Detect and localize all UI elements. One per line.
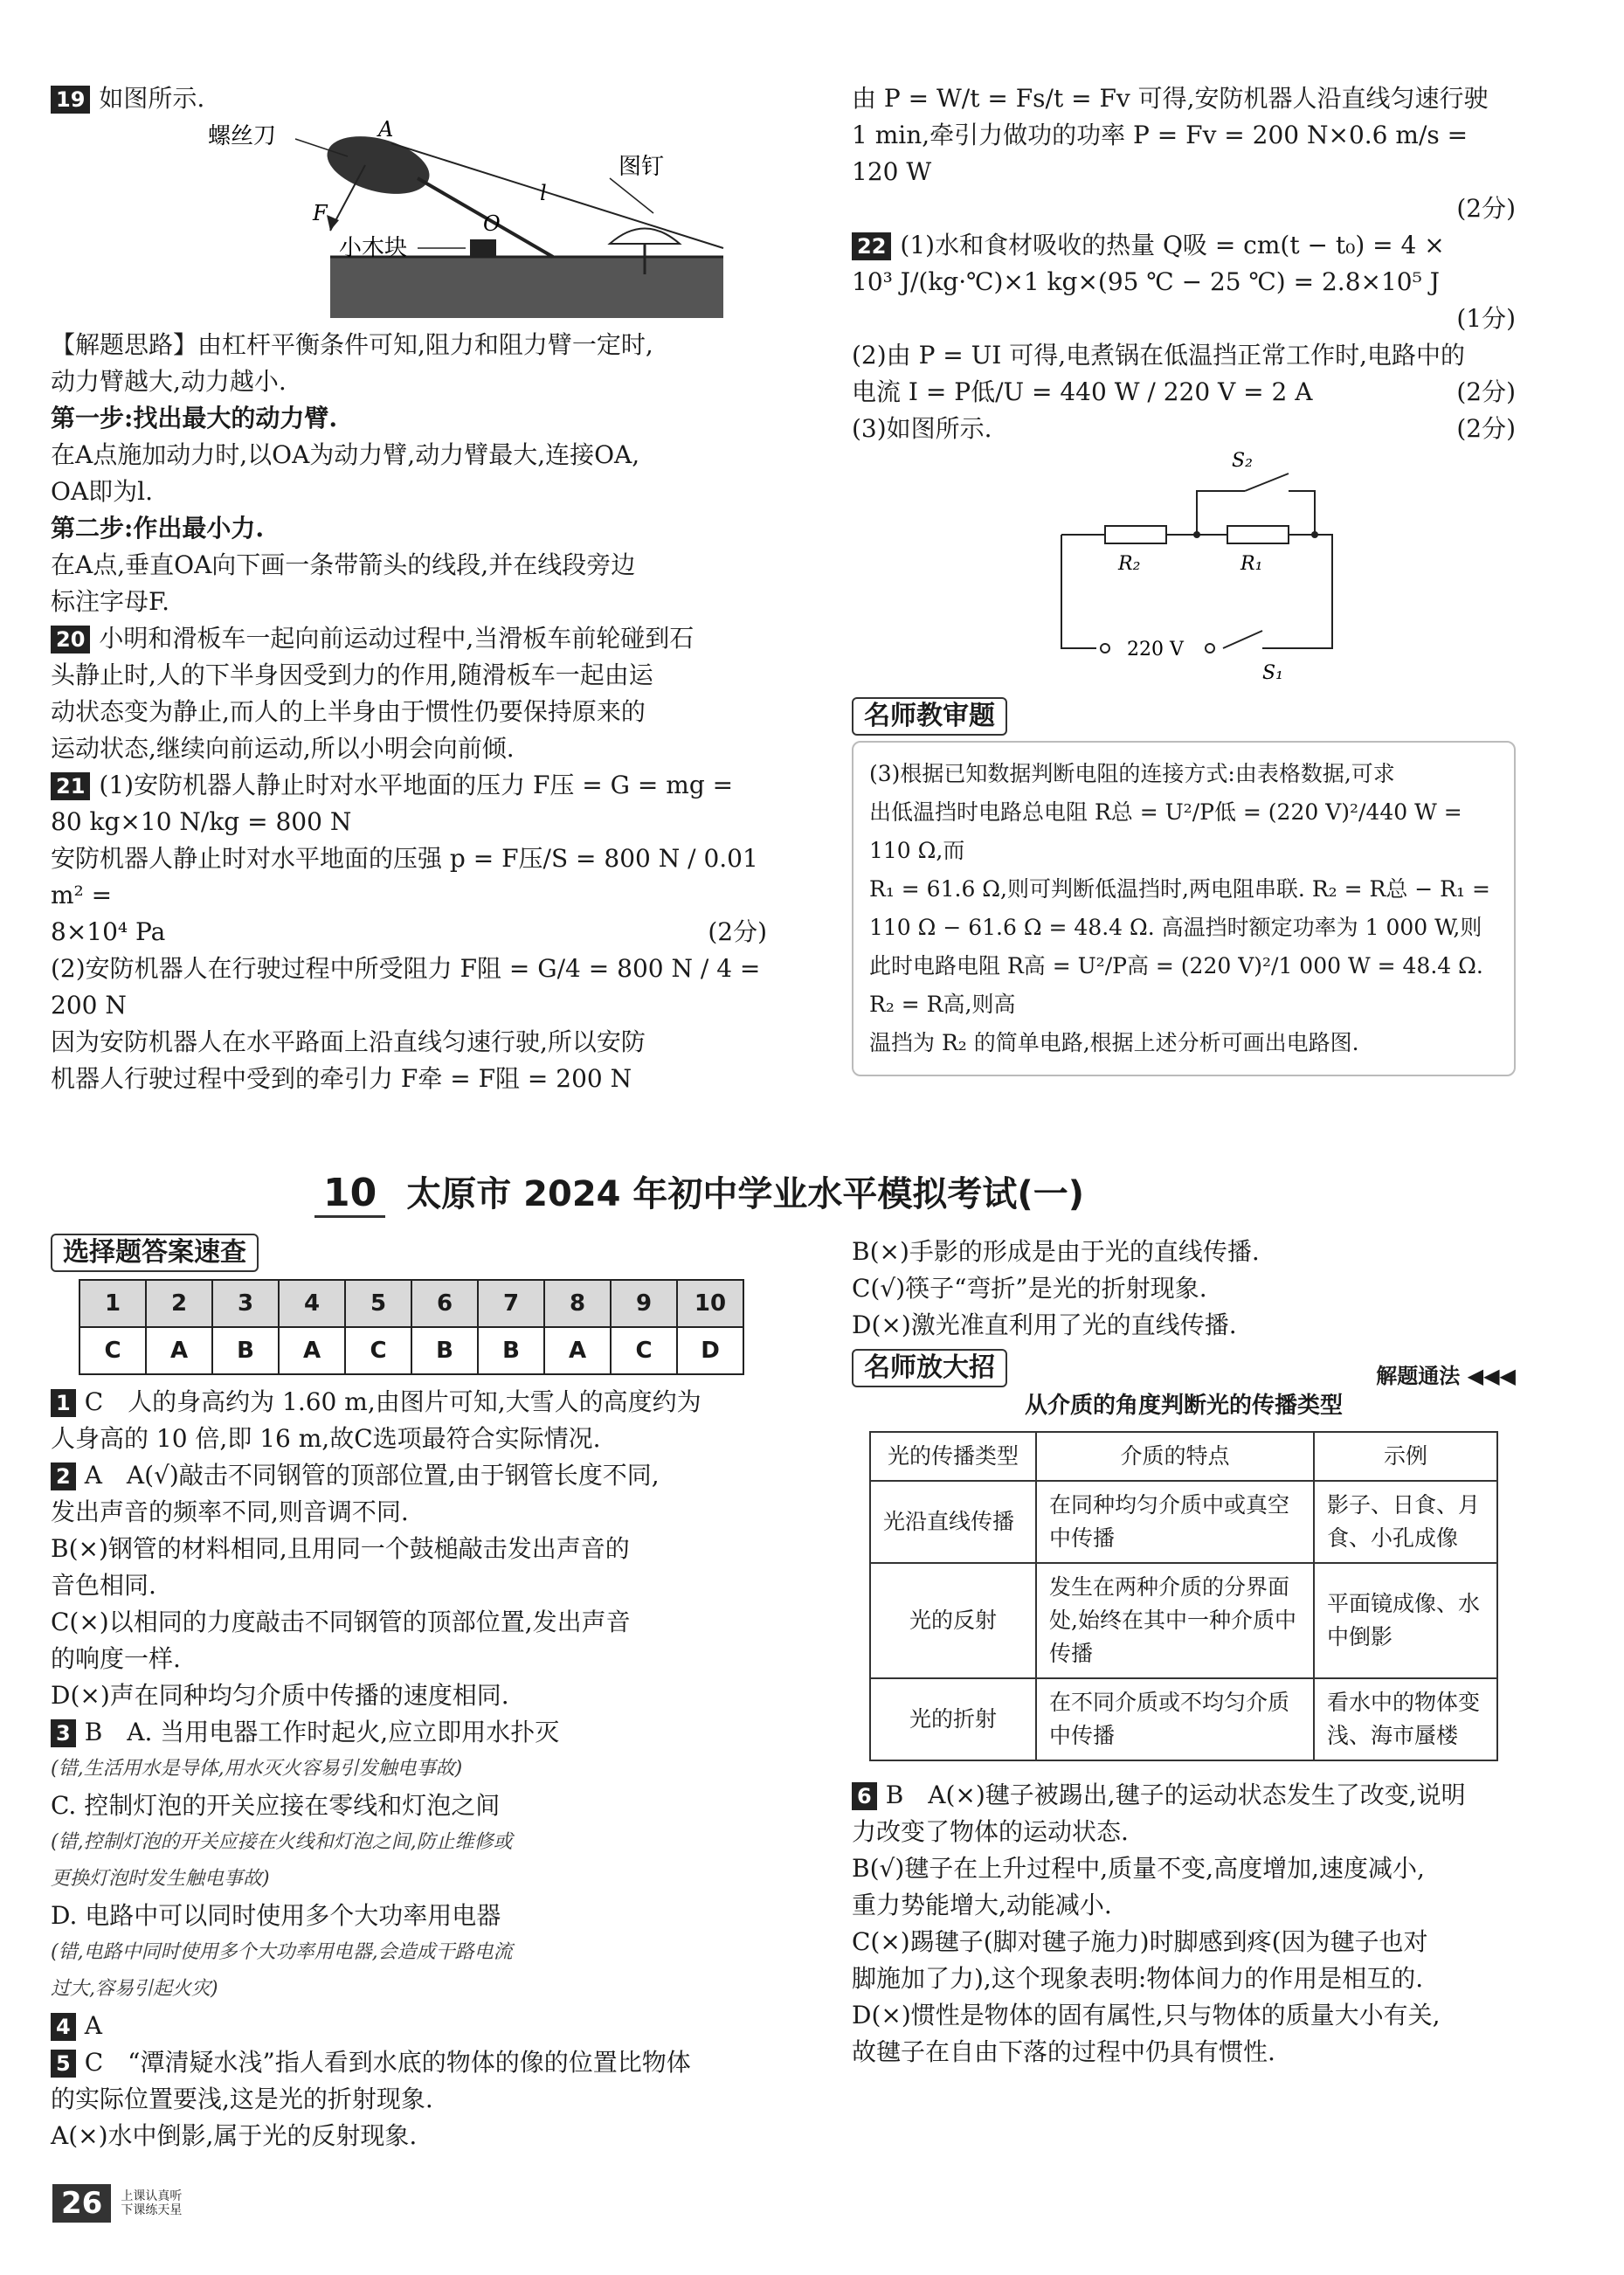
answer-num: 5 (345, 1280, 411, 1327)
table-cell: 平面镜成像、水中倒影 (1314, 1563, 1497, 1678)
answer-num: 10 (677, 1280, 743, 1327)
answer-num: 4 (279, 1280, 345, 1327)
q2-line: 发出声音的频率不同,则音调不同. (51, 1497, 409, 1526)
q2-line: C(×)以相同的力度敲击不同钢管的顶部位置,发出声音 (51, 1608, 631, 1636)
right-column-bottom (852, 1234, 1516, 2071)
wire-left (1061, 535, 1096, 648)
table-cell: 发生在两种介质的分界面处,始终在其中一种介质中传播 (1036, 1563, 1314, 1678)
q1-line: 人身高的 10 倍,即 16 m,故C选项最符合实际情况. (51, 1424, 601, 1453)
table-cell: 在同种均匀介质中或真空中传播 (1036, 1481, 1314, 1563)
label-o: O (483, 211, 501, 236)
question-number: 4 (51, 2013, 76, 2041)
q19-line: 【解题思路】由杠杆平衡条件可知,阻力和阻力臂一定时, (51, 330, 653, 359)
teacher-line: 此时电路电阻 R高 = U²/P高 = (220 V)²/1 000 W = 48.4 Ω. R₂ = R高,则高 (869, 953, 1483, 1017)
q6-line: 脚施加了力),这个现象表明:物体间力的作用是相互的. (852, 1964, 1424, 1993)
q22-line: 10³ J/(kg·℃)×1 kg×(95 ℃ − 25 ℃) = 2.8×10⁵ J (852, 267, 1440, 296)
question-number: 5 (51, 2050, 76, 2078)
score: (2分) (708, 917, 767, 946)
q3-line: D. 电路中可以同时使用多个大功率用电器 (51, 1901, 501, 1930)
table-cell: 影子、日食、月食、小孔成像 (1314, 1481, 1497, 1563)
q5-line: C “潭清疑水浅”指人看到水底的物体的像的位置比物体 (84, 2048, 691, 2077)
q22-line: (3)如图所示. (852, 414, 992, 443)
q19-line: 在A点,垂直OA向下画一条带箭头的线段,并在线段旁边 (51, 550, 636, 579)
score: (2分) (1456, 414, 1516, 443)
answer-key: B (212, 1327, 279, 1374)
answer-num: 2 (146, 1280, 212, 1327)
question-number: 6 (852, 1782, 877, 1810)
left-column-bottom (51, 1234, 767, 2154)
question-number: 2 (51, 1462, 76, 1490)
q2-line: 音色相同. (51, 1571, 156, 1600)
q3-note: 更换灯泡时发生触电事故) (51, 1868, 270, 1890)
resistor-r1 (1227, 526, 1289, 543)
q21-line: 8×10⁴ Pa (51, 917, 166, 946)
teacher-line: 温挡为 R₂ 的简单电路,根据上述分析可画出电路图. (869, 1030, 1359, 1055)
answer-key: C (345, 1327, 411, 1374)
q6-line: B(√)毽子在上升过程中,质量不变,高度增加,速度减小, (852, 1854, 1425, 1883)
teacher-line: 110 Ω − 61.6 Ω = 48.4 Ω. 高温挡时额定功率为 1 000 W,则 (869, 915, 1482, 940)
question-number: 3 (51, 1719, 76, 1747)
lever-arm-line (391, 143, 723, 248)
q3-note: 过大,容易引起火灾) (51, 1978, 218, 2000)
label-r1: R₁ (1240, 553, 1263, 575)
question-number: 22 (852, 232, 891, 260)
label-s2: S₂ (1232, 450, 1253, 472)
q5-line: 的实际位置要浅,这是光的折射现象. (51, 2085, 433, 2113)
footer-slogan: 下课练天星 (121, 2203, 183, 2217)
label-voltage: 220 V (1127, 639, 1184, 660)
teacher-box (852, 741, 1516, 1076)
teacher-line: (3)根据已知数据判断电阻的连接方式:由表格数据,可求 (869, 761, 1395, 786)
exam-banner (314, 1166, 1319, 1229)
q21-line: (1)安防机器人静止时对水平地面的压力 F压 = G = mg = (99, 771, 734, 799)
q19-line: 标注字母F. (51, 587, 169, 616)
table-cell: 在不同介质或不均匀介质中传播 (1036, 1678, 1314, 1760)
answer-num: 9 (611, 1280, 677, 1327)
q4-line: A (84, 2011, 102, 2040)
q22-line: (2)由 P = UI 可得,电煮锅在低温挡正常工作时,电路中的 (852, 341, 1466, 370)
q21-cont-line: 1 min,牵引力做功的功率 P = Fv = 200 N×0.6 m/s = 120 W (852, 121, 1469, 186)
q6-line: C(×)踢毽子(脚对毽子施力)时脚感到疼(因为毽子也对 (852, 1927, 1428, 1956)
q2-line: D(×)声在同种均匀介质中传播的速度相同. (51, 1681, 509, 1710)
label-block: 小木块 (339, 235, 408, 261)
label-pushpin: 图钉 (619, 154, 665, 180)
label-f: F (313, 201, 328, 225)
q21-cont-line: 由 P = W/t = Fs/t = Fv 可得,安防机器人沿直线匀速行驶 (852, 84, 1489, 113)
q19-step: 第二步:作出最小力. (51, 514, 265, 543)
question-number: 19 (51, 86, 90, 114)
answer-key: D (677, 1327, 743, 1374)
answer-num: 7 (478, 1280, 544, 1327)
answer-key-table (79, 1279, 744, 1375)
left-column-top (51, 80, 767, 1097)
page-footer (52, 2184, 182, 2223)
q6-line: 故毽子在自由下落的过程中仍具有惯性. (852, 2037, 1275, 2066)
q20-line: 动状态变为静止,而人的上半身由于惯性仍要保持原来的 (51, 697, 646, 726)
q2-line: B(×)钢管的材料相同,且用同一个鼓槌敲击发出声音的 (51, 1534, 630, 1563)
q20-line: 小明和滑板车一起向前运动过程中,当滑板车前轮碰到石 (99, 624, 695, 653)
q19-intro: 如图所示. (99, 84, 205, 113)
label-l: l (540, 181, 547, 205)
table-cell: 光的反射 (870, 1563, 1036, 1678)
q21-line: 安防机器人静止时对水平地面的压强 p = F压/S = 800 N / 0.01 m² = (51, 844, 758, 909)
q2-line: A A(√)敲击不同钢管的顶部位置,由于钢管长度不同, (84, 1461, 660, 1490)
method-label: 解题通法 ◀◀◀ (1376, 1364, 1516, 1388)
switch-s1 (1223, 631, 1262, 648)
q3-note: (错,生活用水是导体,用水灭火容易引发触电事故) (51, 1758, 463, 1780)
footer-slogan: 上课认真听 (121, 2189, 183, 2203)
q19-step: 第一步:找出最大的动力臂. (51, 404, 338, 432)
score: (2分) (1456, 194, 1516, 223)
table-header: 示例 (1314, 1432, 1497, 1481)
q5-line: A(×)水中倒影,属于光的反射现象. (51, 2121, 418, 2150)
q3-note: (错,控制灯泡的开关应接在火线和灯泡之间,防止维修或 (51, 1831, 513, 1853)
question-number: 21 (51, 772, 90, 800)
question-number: 1 (51, 1389, 76, 1417)
resistor-r2 (1105, 526, 1166, 543)
q21-line: 机器人行驶过程中受到的牵引力 F牵 = F阻 = 200 N (51, 1064, 632, 1093)
q3-line: B A. 当用电器工作时起火,应立即用水扑灭 (84, 1718, 560, 1746)
table-header: 光的传播类型 (870, 1432, 1036, 1481)
answer-num: 8 (544, 1280, 611, 1327)
q1-line: C 人的身高约为 1.60 m,由图片可知,大雪人的高度约为 (84, 1387, 701, 1416)
answer-key: B (478, 1327, 544, 1374)
label-r2: R₂ (1118, 553, 1141, 575)
q20-line: 头静止时,人的下半身因受到力的作用,随滑板车一起由运 (51, 660, 653, 689)
answer-num: 3 (212, 1280, 279, 1327)
wood-block (470, 239, 496, 257)
q3-line: C. 控制灯泡的开关应接在零线和灯泡之间 (51, 1791, 501, 1820)
light-propagation-table (869, 1431, 1498, 1761)
q6-line: 力改变了物体的运动状态. (852, 1817, 1129, 1846)
tips-tag: 名师放大招 (852, 1349, 1007, 1387)
q19-line: 在A点施加动力时,以OA为动力臂,动力臂最大,连接OA, (51, 440, 640, 469)
label-screwdriver: 螺丝刀 (208, 123, 277, 149)
q19-line: 动力臂越大,动力越小. (51, 367, 287, 396)
table-cell: 看水中的物体变浅、海市蜃楼 (1314, 1678, 1497, 1760)
q5-cont-line: C(√)筷子“弯折”是光的折射现象. (852, 1274, 1207, 1303)
q6-line: B A(×)毽子被踢出,毽子的运动状态发生了改变,说明 (885, 1781, 1466, 1809)
q6-line: D(×)惯性是物体的固有属性,只与物体的质量大小有关, (852, 2001, 1441, 2030)
q22-line: 电流 I = P低/U = 440 W / 220 V = 2 A (852, 377, 1313, 406)
answer-key: C (611, 1327, 677, 1374)
right-column-top (852, 80, 1516, 1076)
exam-title: 太原市 2024 年初中学业水平模拟考试(一) (406, 1174, 1084, 1214)
lever-figure (155, 117, 767, 327)
q3-note: (错,电路中同时使用多个大功率用电器,会造成干路电流 (51, 1941, 513, 1963)
q21-line: 200 N (51, 991, 127, 1020)
q21-line: (2)安防机器人在行驶过程中所受阻力 F阻 = G/4 = 800 N / 4 = (51, 954, 761, 983)
q20-line: 运动状态,继续向前运动,所以小明会向前倾. (51, 734, 515, 763)
teacher-line: R₁ = 61.6 Ω,则可判断低温挡时,两电阻串联. R₂ = R总 − R₁ = (869, 876, 1490, 902)
score: (1分) (1456, 304, 1516, 333)
switch-s2 (1245, 474, 1289, 491)
q21-line: 因为安防机器人在水平路面上沿直线匀速行驶,所以安防 (51, 1027, 646, 1056)
label-s1: S₁ (1262, 662, 1283, 684)
teacher-tag: 名师教审题 (852, 697, 1007, 736)
q19-line: OA即为l. (51, 477, 154, 506)
q5-cont-line: D(×)激光准直利用了光的直线传播. (852, 1310, 1237, 1339)
q22-line: (1)水和食材吸收的热量 Q吸 = cm(t − t₀) = 4 × (900, 231, 1445, 259)
label-a: A (378, 117, 394, 142)
circuit-diagram (1026, 447, 1463, 692)
answers-tag: 选择题答案速查 (51, 1234, 259, 1272)
q6-line: 重力势能增大,动能减小. (852, 1891, 1112, 1919)
q2-line: 的响度一样. (51, 1644, 181, 1673)
answer-num: 1 (79, 1280, 146, 1327)
answer-num: 6 (411, 1280, 478, 1327)
q21-line: 80 kg×10 N/kg = 800 N (51, 807, 352, 836)
page-number: 26 (52, 2184, 111, 2223)
q5-cont-line: B(×)手影的形成是由于光的直线传播. (852, 1237, 1260, 1266)
exam-number: 10 (314, 1171, 385, 1218)
table-cell: 光沿直线传播 (870, 1481, 1036, 1563)
table-header: 介质的特点 (1036, 1432, 1314, 1481)
table-title: 从介质的角度判断光的传播类型 (1024, 1393, 1343, 1419)
answer-key: B (411, 1327, 478, 1374)
wire-right (1289, 535, 1332, 648)
score: (2分) (1456, 377, 1516, 406)
question-number: 20 (51, 626, 90, 653)
table-surface (330, 257, 723, 318)
answer-key: A (146, 1327, 212, 1374)
table-cell: 光的折射 (870, 1678, 1036, 1760)
answer-key: A (279, 1327, 345, 1374)
answer-key: C (79, 1327, 146, 1374)
answer-key: A (544, 1327, 611, 1374)
teacher-line: 出低温挡时电路总电阻 R总 = U²/P低 = (220 V)²/440 W = 110 Ω,而 (869, 799, 1462, 863)
